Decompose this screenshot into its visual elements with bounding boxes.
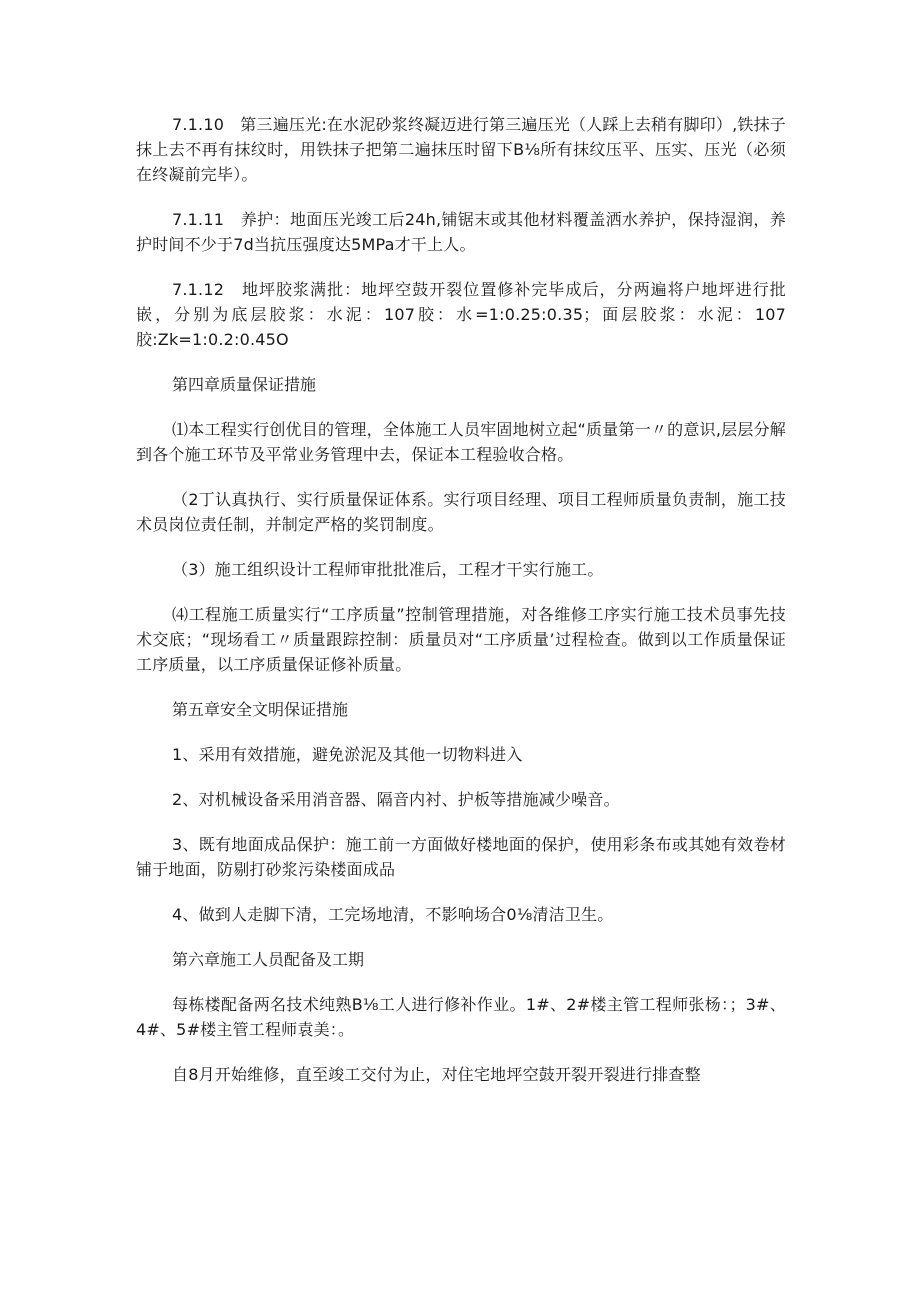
safety-item-4: 4、做到人走脚下清，工完场地清，不影响场合0⅛清洁卫生。: [172, 905, 614, 924]
schedule-paragraph: 自8月开始维修，直至竣工交付为止，对住宅地坪空鼓开裂开裂进行排查整: [172, 1065, 701, 1084]
safety-item-2: 2、对机械设备采用消音器、隔音内衬、护板等措施减少噪音。: [172, 790, 620, 809]
chapter-4-heading: 第四章质量保证措施: [172, 375, 317, 394]
quality-item-2: （2丁认真执行、实行质量保证体系。实行项目经理、项目工程师质量负责制，施工技术员岗位责任制，并制定严格的奖罚制度。: [136, 490, 786, 534]
chapter-6-heading: 第六章施工人员配备及工期: [172, 950, 365, 969]
chapter-5-heading: 第五章安全文明保证措施: [172, 700, 349, 719]
quality-item-3: （3）施工组织设计工程师审批批准后，工程才干实行施工。: [172, 560, 604, 579]
safety-item-3: 3、既有地面成品保护：施工前一方面做好楼地面的保护，使用彩条布或其她有效卷材铺于地面，防剔打砂浆污染楼面成品: [136, 835, 786, 879]
quality-item-1: ⑴本工程实行创优目的管理，全体施工人员牢固地树立起“质量第一〃的意识,层层分解到各个施工环节及平常业务管理中去，保证本工程验收合格。: [136, 420, 786, 464]
paragraph-7-1-12: 7.1.12 地坪胶浆满批：地坪空鼓开裂位置修补完毕成后，分两遍将户地坪进行批嵌，分别为底层胶浆：水泥：107胶：水=1:0.25:0.35；面层胶浆：水泥：107胶:Zk=1:0.2:0.45O: [136, 280, 786, 349]
document-body: [136, 112, 786, 1107]
paragraph-7-1-11: 7.1.11 养护：地面压光竣工后24h,铺锯末或其他材料覆盖洒水养护，保持湿润，养护时间不少于7d当抗压强度达5MPa才干上人。: [136, 210, 786, 254]
safety-item-1: 1、采用有效措施，避免淤泥及其他一切物料进入: [172, 745, 523, 764]
quality-item-4: ⑷工程施工质量实行“工序质量”控制管理措施，对各维修工序实行施工技术员事先技术交底；“现场看工〃质量跟踪控制：质量员对“工序质量’过程检查。做到以工作质量保证工序质量，以工序质量保证修补质量。: [136, 605, 786, 674]
staffing-paragraph: 每栋楼配备两名技术纯熟B⅛工人进行修补作业。1#、2#楼主管工程师张杨：；3#、4#、5#楼主管工程师袁美：。: [136, 995, 786, 1039]
paragraph-7-1-10: 7.1.10 第三遍压光:在水泥砂浆终凝迈进行第三遍压光（人踩上去稍有脚印）,铁抹子抹上去不再有抹纹时，用铁抹子把第二遍抹压时留下B⅛所有抹纹压平、压实、压光（必须在终凝前完毕）。: [136, 115, 786, 184]
